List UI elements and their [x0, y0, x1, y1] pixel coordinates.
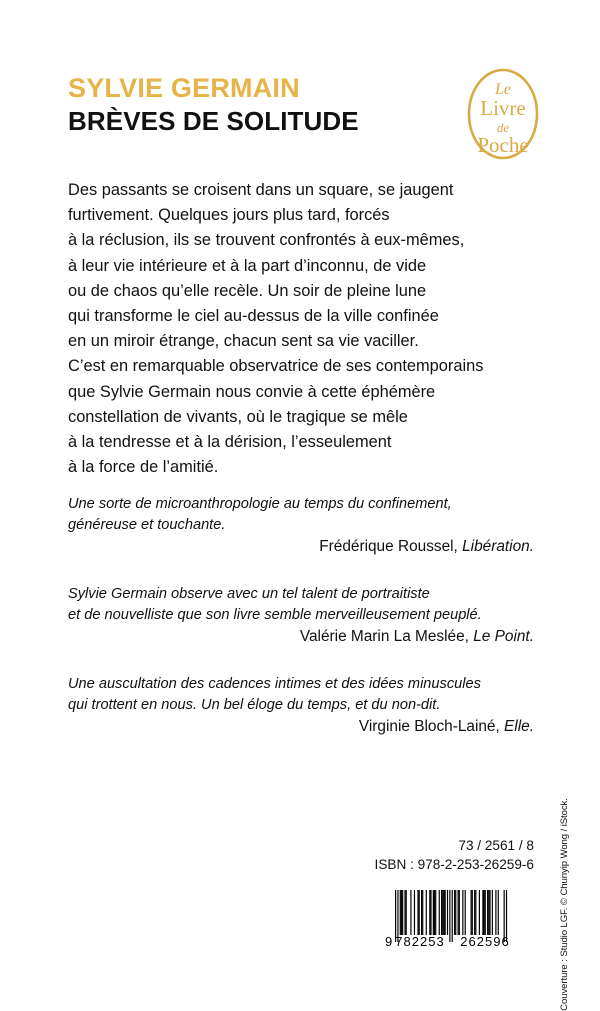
press-quote — [68, 494, 534, 558]
svg-text:Livre: Livre — [480, 96, 526, 120]
blurb-line: à la tendresse et à la dérision, l’esseulement — [68, 433, 392, 452]
book-title: BRÈVES DE SOLITUDE — [68, 106, 359, 137]
blurb-line: en un miroir étrange, chacun sent sa vie vaciller. — [68, 332, 419, 351]
quote-line: et de nouvelliste que son livre semble merveilleusement peuplé. — [68, 607, 482, 623]
blurb-line: à la force de l’amitié. — [68, 458, 219, 477]
svg-text:de: de — [496, 120, 510, 135]
blurb-line: qui transforme le ciel au-dessus de la ville confinée — [68, 307, 439, 326]
cover-credit-text: Couverture : Studio LGF. © Chunyip Wong / iStock. — [558, 798, 570, 1011]
svg-text:Le: Le — [495, 81, 511, 98]
reference-code: 73 / 2561 / 8 — [458, 838, 534, 853]
quote-publication: Libération. — [462, 538, 534, 555]
quote-publication: Le Point. — [473, 628, 534, 645]
svg-text:Poche: Poche — [477, 133, 529, 157]
blurb-line: que Sylvie Germain nous convie à cette éphémère — [68, 382, 436, 401]
quote-text — [68, 584, 534, 626]
isbn-code: ISBN : 978-2-253-26259-6 — [374, 857, 534, 872]
quote-text — [68, 674, 534, 716]
blurb-line: à la réclusion, ils se trouvent confrontés à eux-mêmes, — [68, 231, 465, 250]
blurb-line: C’est en remarquable observatrice de ses contemporains — [68, 357, 484, 376]
quote-author: Frédérique Roussel, — [319, 538, 458, 555]
author-name: SYLVIE GERMAIN — [68, 73, 300, 103]
blurb-line: ou de chaos qu’elle recèle. Un soir de pleine lune — [68, 281, 427, 300]
quote-publication: Elle. — [504, 718, 534, 735]
quote-text — [68, 494, 534, 536]
barcode-lead-digit: 9 — [385, 934, 393, 949]
cover-credit — [555, 640, 573, 1011]
blurb-line: constellation de vivants, où le tragique se mêle — [68, 407, 408, 426]
quote-line: Une sorte de microanthropologie au temps du confinement, — [68, 496, 452, 512]
quote-author: Virginie Bloch-Lainé, — [358, 718, 500, 735]
quote-attribution — [68, 626, 534, 648]
ean13-barcode — [377, 888, 537, 950]
publisher-codes — [375, 836, 534, 874]
quote-attribution — [68, 536, 534, 558]
quote-line: généreuse et touchante. — [68, 517, 226, 533]
quote-line: Sylvie Germain observe avec un tel talent de portraitiste — [68, 586, 430, 602]
publisher-logo — [462, 62, 544, 166]
blurb-line: furtivement. Quelques jours plus tard, forcés — [68, 206, 390, 225]
press-quote — [68, 584, 534, 648]
blurb-line: à leur vie intérieure et à la part d’inconnu, de vide — [68, 256, 427, 275]
back-cover-blurb — [68, 178, 546, 480]
barcode-right-group: 262596 — [460, 934, 510, 949]
press-quote — [68, 674, 534, 738]
barcode-left-group: 782253 — [395, 934, 445, 949]
quote-attribution — [68, 716, 534, 738]
press-quotes — [68, 494, 534, 738]
quote-author: Valérie Marin La Meslée, — [299, 628, 469, 645]
quote-line: qui trottent en nous. Un bel éloge du temps, et du non-dit. — [68, 697, 441, 713]
quote-line: Une auscultation des cadences intimes et des idées minuscules — [68, 676, 481, 692]
blurb-line: Des passants se croisent dans un square, se jaugent — [68, 181, 454, 199]
